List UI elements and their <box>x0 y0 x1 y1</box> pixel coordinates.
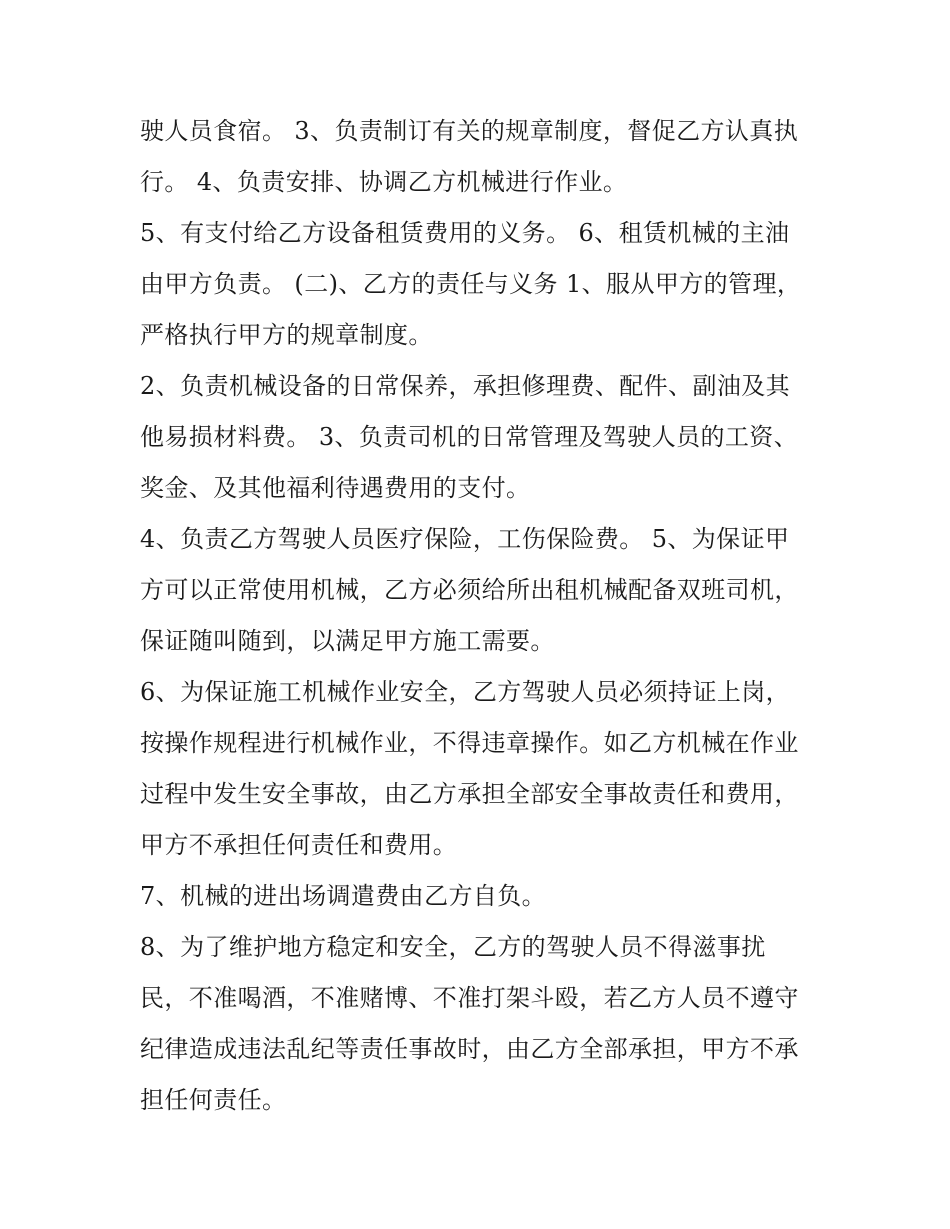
contract-body-text <box>140 106 830 1126</box>
text-line: 担任何责任。 <box>140 1086 287 1114</box>
text-line: 保证随叫随到，以满足甲方施工需要。 <box>140 627 555 655</box>
text-line: 民，不准喝酒，不准赌博、不准打架斗殴，若乙方人员不遵守 <box>140 984 799 1012</box>
text-line: 严格执行甲方的规章制度。 <box>140 321 433 349</box>
text-line: 纪律造成违法乱纪等责任事故时，由乙方全部承担，甲方不承 <box>140 1035 799 1063</box>
text-line: 甲方不承担任何责任和费用。 <box>140 831 458 859</box>
text-line: 4、负责乙方驾驶人员医疗保险，工伤保险费。 5、为保证甲 <box>140 525 790 553</box>
text-line: 7、机械的进出场调遣费由乙方自负。 <box>140 882 547 910</box>
text-line: 由甲方负责。 (二)、乙方的责任与义务 1、服从甲方的管理， <box>140 270 802 298</box>
text-line: 驶人员食宿。 3、负责制订有关的规章制度，督促乙方认真执 <box>140 117 799 145</box>
text-line: 过程中发生安全事故，由乙方承担全部安全事故责任和费用， <box>140 780 799 808</box>
text-line: 他易损材料费。 3、负责司机的日常管理及驾驶人员的工资、 <box>140 423 799 451</box>
text-line: 行。 4、负责安排、协调乙方机械进行作业。 <box>140 168 628 196</box>
text-line: 2、负责机械设备的日常保养，承担修理费、配件、副油及其 <box>140 372 791 400</box>
text-line: 按操作规程进行机械作业，不得违章操作。如乙方机械在作业 <box>140 729 799 757</box>
text-line: 奖金、及其他福利待遇费用的支付。 <box>140 474 531 502</box>
text-line: 8、为了维护地方稳定和安全，乙方的驾驶人员不得滋事扰 <box>140 933 766 961</box>
text-line: 6、为保证施工机械作业安全，乙方驾驶人员必须持证上岗， <box>140 678 791 706</box>
text-line: 方可以正常使用机械，乙方必须给所出租机械配备双班司机， <box>140 576 799 604</box>
text-line: 5、有支付给乙方设备租赁费用的义务。 6、租赁机械的主油 <box>140 219 790 247</box>
